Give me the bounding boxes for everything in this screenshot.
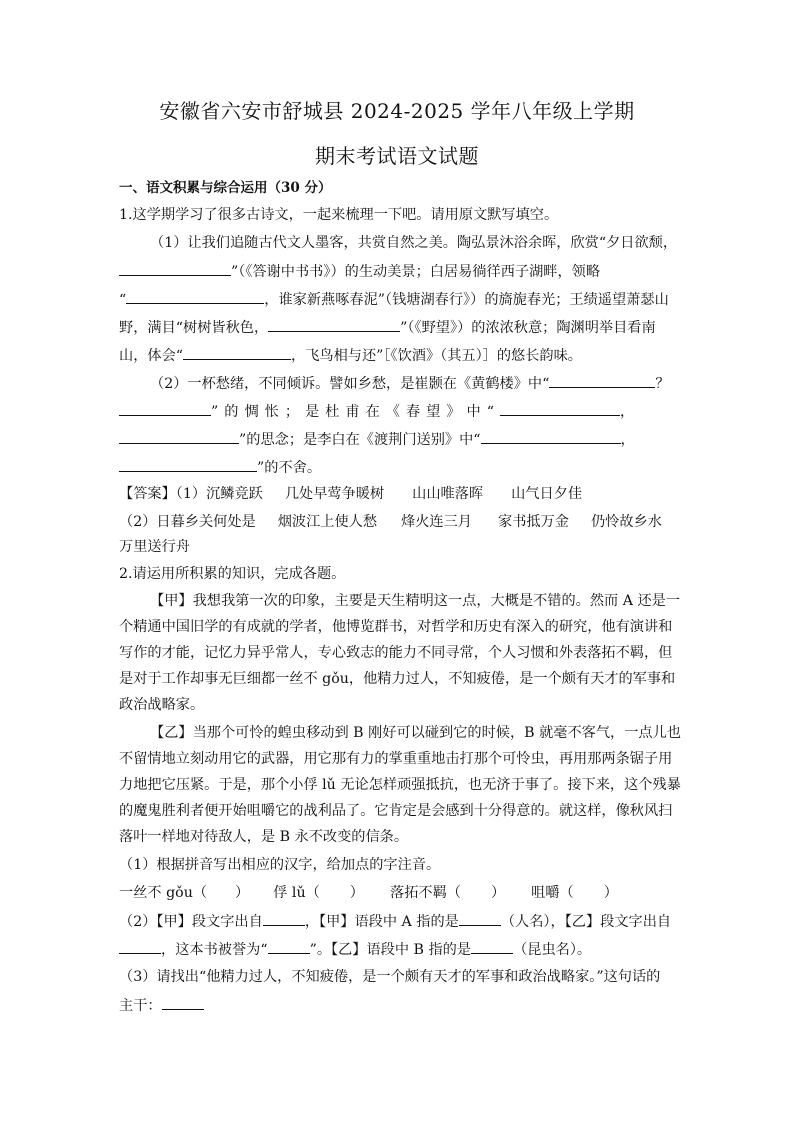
answer-blank[interactable]: [471, 939, 513, 954]
answer-line1: 【答案】（1）沉鳞竞跃 几处早莺争暖树 山山唯落晖 山气日夕佳: [119, 486, 583, 502]
passage-yi-line: 的魔鬼胜利者便开始咀嚼它的战利品了。它肯定是会感到十分得意的。就这样，像秋风扫: [119, 803, 673, 819]
passage-jia-line: 政治战略家。: [119, 697, 205, 713]
answer-blank[interactable]: [268, 939, 310, 954]
passage-yi-line: 【乙】当那个可怜的蝗虫移动到 B 刚好可以碰到它的时候，B 就毫不客气，一点儿也: [150, 725, 681, 741]
passage-yi-line: 落叶一样地对待敌人，是 B 永不改变的信条。: [119, 829, 409, 845]
answer-line2: （2）日暮乡关何处是 烟波江上使人愁 烽火连三月 家书抵万金 仍怜故乡水: [119, 514, 662, 530]
passage-yi-line: 力地把它压紧。于是，那个小俘 lǔ 无论怎样顽强抵抗，也无济于事了。接下来，这个残暴: [119, 777, 681, 793]
passage-yi-line: 不留情地立刻动用它的武器，用它那有力的掌重重地击打那个可怜虫，再用那两条锯子用: [119, 751, 673, 767]
q1-part2-line4: ”的不舍。: [119, 457, 675, 478]
answer-blank[interactable]: [183, 345, 291, 360]
answer-blank[interactable]: [119, 401, 211, 416]
answer-blank[interactable]: [119, 261, 231, 276]
passage-jia-line: 【甲】我想我第一次的印象，主要是天生精明这一点，大概是不错的。然而 A 还是一: [150, 593, 681, 609]
passage-jia-line: 个精通中国旧学的有成就的学者，他博览群书，对哲学和历史有深入的研究，他有演讲和: [119, 619, 673, 635]
answer-blank[interactable]: [119, 429, 239, 444]
answer-blank[interactable]: [481, 429, 621, 444]
q2-sub2-line2: ，这本书被誉为“ ”。【乙】语段中 B 指的是 （昆虫名）。: [119, 939, 675, 960]
answer-blank[interactable]: [268, 317, 400, 332]
q2-sub2-line1: （2）【甲】段文字出自 ，【甲】语段中 A 指的是 （人名），【乙】段文字出自: [119, 911, 675, 932]
q1-part1-line3: “ ，谁家新燕啄春泥”（钱塘湖春行》）的旖旎春光；王绩遥望萧瑟山: [119, 289, 675, 310]
q2-sub1-stem: （1）根据拼音写出相应的汉字，给加点的字注音。: [119, 857, 441, 873]
q2-sub3-line1: （3）请找出“他精力过人，不知疲倦，是一个颇有天才的军事和政治战略家。”这句话的: [119, 969, 661, 985]
answer-line3: 万里送行舟: [119, 539, 190, 555]
question-1-stem: 1.这学期学习了很多古诗文，一起来梳理一下吧。请用原文默写填空。: [119, 207, 559, 223]
section-heading: 一、语文积累与综合运用（30 分）: [119, 180, 332, 196]
answer-blank[interactable]: [459, 911, 501, 926]
exam-title-line1: 安徽省六安市舒城县 2024-2025 学年八年级上学期: [159, 99, 635, 123]
answer-blank[interactable]: [162, 995, 204, 1010]
answer-blank[interactable]: [119, 939, 161, 954]
answer-blank[interactable]: [119, 457, 257, 472]
q1-part2-line3: ”的思念；是李白在《渡荆门送别》中“ ，: [119, 429, 675, 450]
answer-blank[interactable]: [263, 911, 305, 926]
question-2-stem: 2.请运用所积累的知识，完成各题。: [119, 566, 346, 582]
q1-part1-line5: 山，体会“ ，飞鸟相与还”［《饮酒》（其五）］的悠长韵味。: [119, 345, 675, 366]
q1-part1-line4: 野，满目“树树皆秋色， ”（《野望》）的浓浓秋意；陶渊明举目看南: [119, 317, 675, 338]
q2-sub3-line2: 主干：: [119, 995, 675, 1016]
q1-part1-line1: （1）让我们追随古代文人墨客，共赏自然之美。陶弘景沐浴余晖，欣赏“夕日欲颓，: [150, 235, 678, 251]
answer-label: 【答案】: [119, 486, 176, 502]
answer-blank[interactable]: [549, 373, 655, 388]
answer-blank[interactable]: [126, 289, 264, 304]
passage-jia-line: 是对于工作却事无巨细都一丝不 gǒu，他精力过人，不知疲倦，是一个颇有天才的军事和: [119, 671, 676, 687]
answer-blank[interactable]: [500, 401, 620, 416]
passage-jia-line: 写作的才能，记忆力异乎常人，专心致志的能力不同寻常，个人习惯和外表落拓不羁，但: [119, 645, 673, 661]
q1-part2-line2: ”的惆怅；是杜甫在《春望》中“ ，: [119, 401, 675, 422]
q2-sub1-items: 一丝不 gǒu（ ） 俘 lǔ（ ） 落拓不羁（ ） 咀嚼（ ）: [119, 885, 618, 901]
exam-title-line2: 期末考试语文试题: [315, 144, 479, 168]
q1-part1-line2: ”（《答谢中书书》）的生动美景；白居易徜徉西子湖畔，领略: [119, 261, 675, 282]
q1-part2-line1: （2）一杯愁绪，不同倾诉。譬如乡愁，是崔颢在《黄鹤楼》中“ ？: [150, 373, 675, 394]
